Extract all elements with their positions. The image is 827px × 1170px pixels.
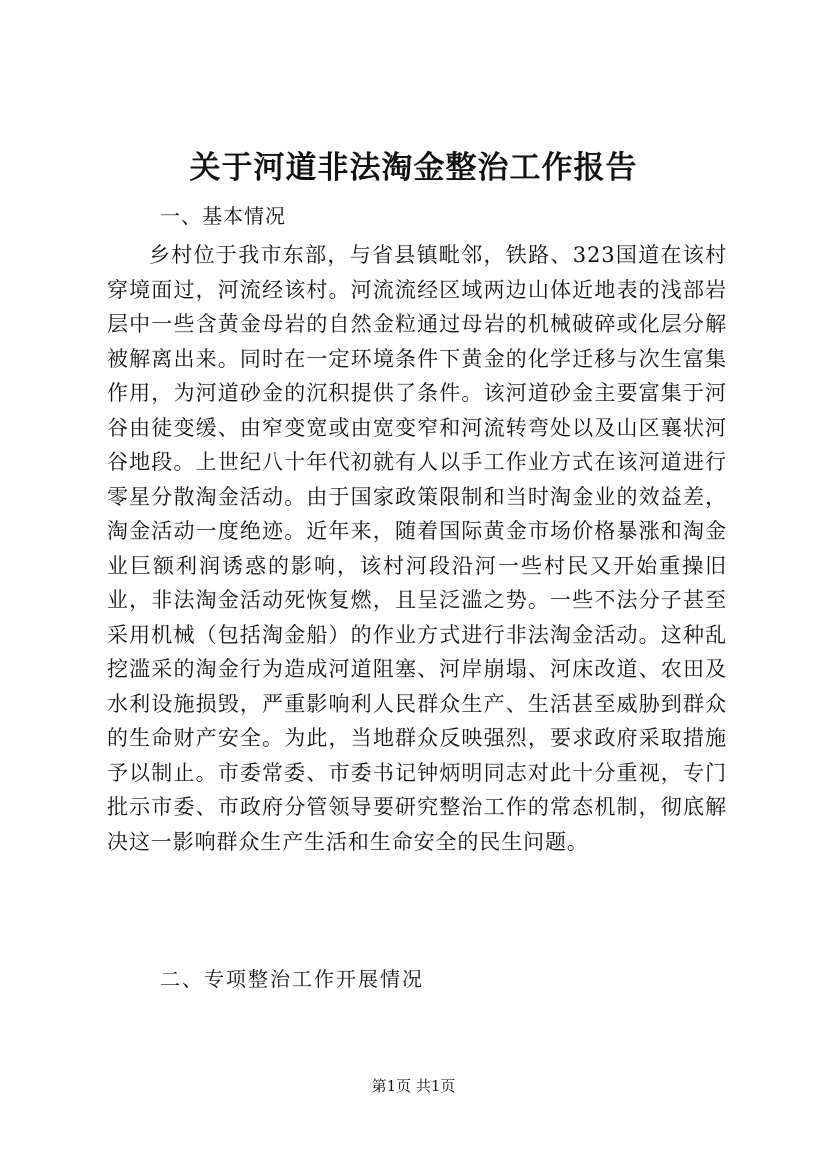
page-number-footer: 第1页 共1页 [371, 1077, 456, 1095]
section-body-paragraph: 乡村位于我市东部，与省县镇毗邻，铁路、323国道在该村穿境面过，河流经该村。河流流经区域两边山体近地表的浅部岩层中一些含黄金母岩的自然金粒通过母岩的机械破碎或化层分解被解离出来。同时在一定环境条件下黄金的化学迁移与次生富集作用，为河道砂金的沉积提供了条件。该河道砂金主要富集于河谷由徒变缓、由窄变宽或由宽变窄和河流转弯处以及山区襄状河谷地段。上世纪八十年代初就有人以手工作业方式在该河道进行零星分散淘金活动。由于国家政策限制和当时淘金业的效益差，淘金活动一度绝迹。近年来，随着国际黄金市场价格暴涨和淘金业巨额利润诱惑的影响，该村河段沿河一些村民又开始重操旧业，非法淘金活动死恢复燃，且呈泛滥之势。一些不法分子甚至采用机械（包括淘金船）的作业方式进行非法淘金活动。这种乱挖滥采的淘金行为造成河道阻塞、河岸崩塌、河床改道、农田及水利设施损毁，严重影响利人民群众生产、生活甚至威胁到群众的生命财产安全。为此，当地群众反映强烈，要求政府采取措施予以制止。市委常委、市委书记钟炳明同志对此十分重视，专门批示市委、市政府分管领导要研究整治工作的常态机制，彻底解决这一影响群众生产生活和生命安全的民生问题。 [107, 243, 727, 854]
document-title: 关于河道非法淘金整治工作报告 [189, 150, 638, 186]
section-heading-rectification-work: 二、专项整治工作开展情况 [160, 967, 424, 991]
section-heading-basic-situation: 一、基本情况 [160, 204, 286, 228]
